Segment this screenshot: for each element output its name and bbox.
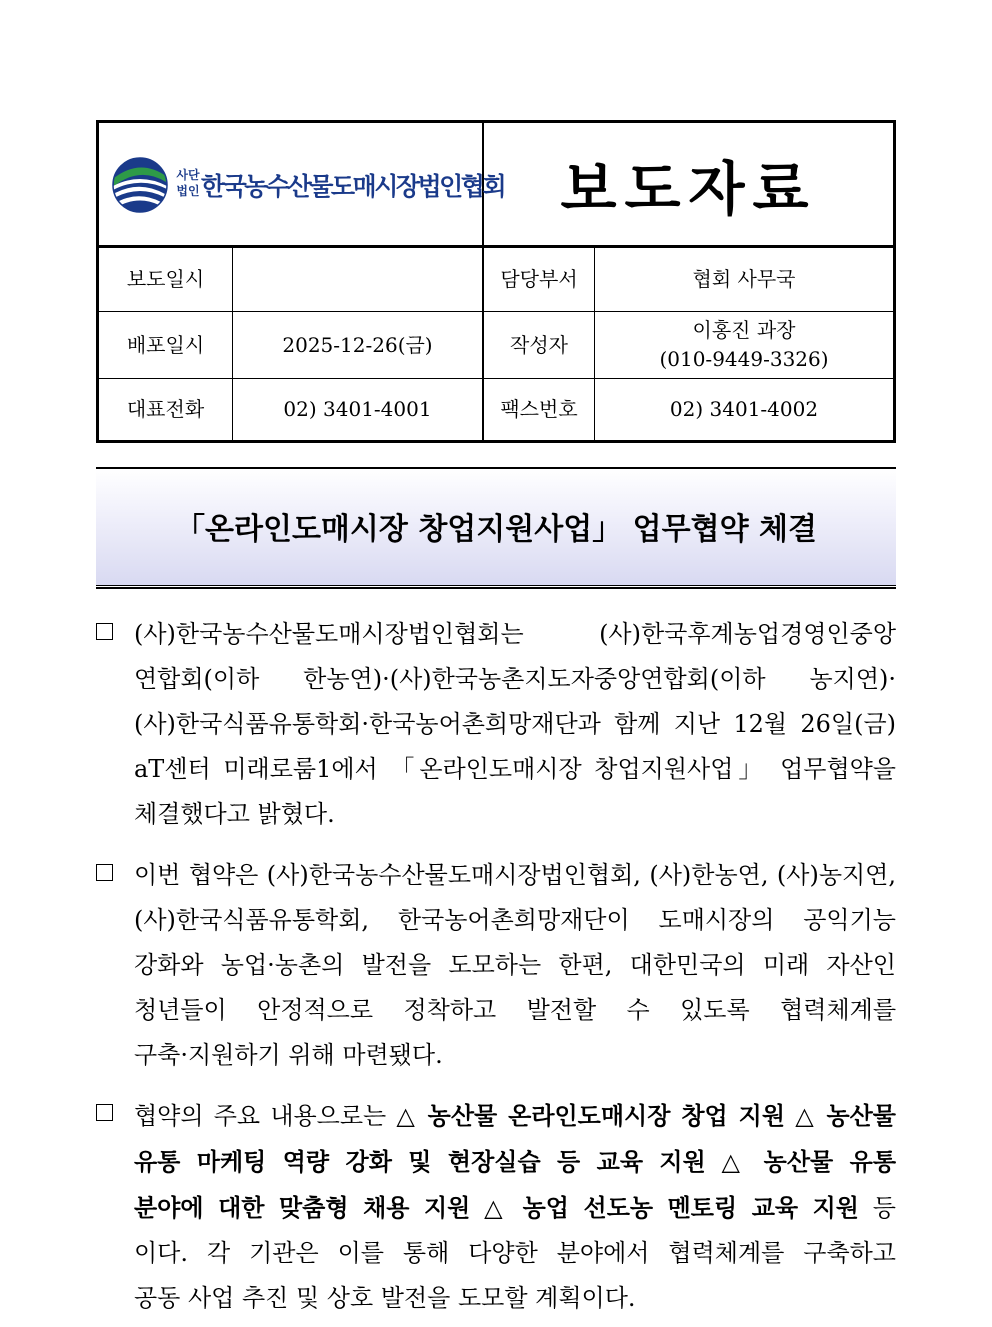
paragraph-line: (사)한국농수산물도매시장법인협회는 (사)한국후계농업경영인중앙: [134, 620, 896, 648]
paragraph-line: 연합회(이하 한농연)·(사)한국농촌지도자중앙연합회(이하 농지연)·: [134, 665, 896, 693]
paragraph-2: [96, 853, 896, 1078]
label-main-phone: 대표전화: [99, 379, 233, 440]
label-press-date: 보도일시: [99, 248, 233, 311]
paragraph-line: 분야에 대한 맞춤형 채용 지원 △ 농업 선도농 멘토링 교육 지원 등: [134, 1193, 896, 1222]
press-header-table: [96, 120, 896, 443]
paragraph-line: 이번 협약은 (사)한국농수산물도매시장법인협회, (사)한농연, (사)농지연,: [134, 861, 896, 889]
value-main-phone: 02) 3401-4001: [233, 379, 484, 440]
paragraph-3: [96, 1093, 896, 1321]
label-department: 담당부서: [484, 248, 595, 311]
paragraph-line: 협약의 주요 내용으로는 △ 농산물 온라인도매시장 창업 지원 △ 농산물: [134, 1101, 896, 1130]
author-phone: (010-9449-3326): [659, 347, 829, 371]
paragraph-line: 공동 사업 추진 및 상호 발전을 도모할 계획이다.: [134, 1284, 636, 1312]
org-emblem-icon: [111, 156, 169, 214]
table-row: [99, 312, 893, 379]
value-fax: 02) 3401-4002: [669, 397, 819, 421]
table-row: [99, 379, 893, 440]
value-press-date: [233, 248, 484, 311]
doc-title-cell: [484, 123, 893, 245]
doc-title: 보도자료: [560, 155, 817, 223]
value-author: [595, 312, 893, 378]
headline-title: 「온라인도매시장 창업지원사업」 업무협약 체결: [175, 512, 817, 547]
header-top-row: [99, 123, 893, 248]
checkbox-bullet-icon: [96, 623, 113, 640]
paragraph-line: (사)한국식품유통학회, 한국농어촌희망재단이 도매시장의 공익기능: [134, 906, 896, 934]
paragraph-line: 강화와 농업·농촌의 발전을 도모하는 한편, 대한민국의 미래 자산인: [134, 951, 896, 979]
org-logo-cell: [99, 123, 505, 245]
paragraph-line: 유통 마케팅 역량 강화 및 현장실습 등 교육 지원 △ 농산물 유통: [134, 1147, 896, 1176]
org-name: 한국농수산물도매시장법인협회: [201, 172, 505, 201]
paragraph-line: 체결했다고 밝혔다.: [134, 800, 335, 828]
paragraph-line: 구축·지원하기 위해 마련됐다.: [134, 1041, 443, 1069]
author-name: 이홍진 과장: [692, 318, 796, 342]
value-release-date: 2025-12-26(금): [233, 312, 484, 378]
paragraph-line: (사)한국식품유통학회·한국농어촌희망재단과 함께 지난 12월 26일(금): [134, 710, 896, 738]
label-author: 작성자: [484, 312, 595, 378]
org-type-label: 사단 법인: [176, 168, 200, 198]
headline-box: [96, 467, 896, 589]
checkbox-bullet-icon: [96, 864, 113, 881]
table-row: [99, 248, 893, 312]
label-fax: 팩스번호: [484, 379, 595, 440]
label-release-date: 배포일시: [99, 312, 233, 378]
value-department: 협회 사무국: [692, 267, 796, 291]
paragraph-1: [96, 612, 896, 837]
checkbox-bullet-icon: [96, 1104, 113, 1121]
paragraph-line: aT센터 미래로룸1에서 「온라인도매시장 창업지원사업」 업무협약을: [134, 755, 896, 783]
paragraph-line: 이다. 각 기관은 이를 통해 다양한 분야에서 협력체계를 구축하고: [134, 1239, 896, 1267]
paragraph-line: 청년들이 안정적으로 정착하고 발전할 수 있도록 협력체계를: [134, 996, 896, 1024]
